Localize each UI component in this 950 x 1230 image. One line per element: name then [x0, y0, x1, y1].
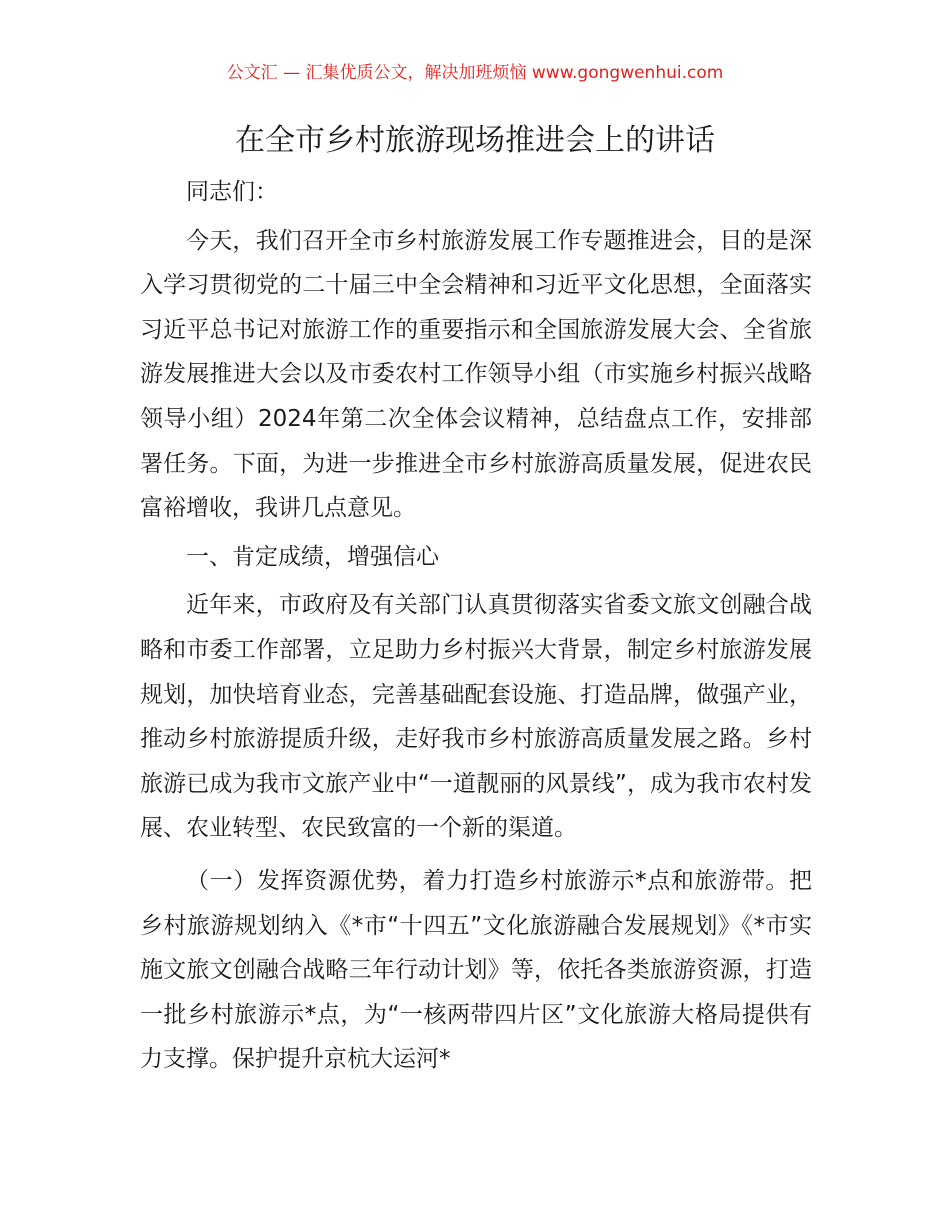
paragraph-intro: 今天，我们召开全市乡村旅游发展工作专题推进会，目的是深入学习贯彻党的二十届三中全会精神和习近平文化思想，全面落实习近平总书记对旅游工作的重要指示和全国旅游发展大会、全省旅游发展推进大会以及市委农村工作领导小组（市实施乡村振兴战略领导小组）2024年第二次全体会议精神，总结盘点工作，安排部署任务。下面，为进一步推进全市乡村旅游高质量发展，促进农民富裕增收，我讲几点意见。 — [140, 227, 812, 522]
page-title: 在全市乡村旅游现场推进会上的讲话 — [235, 123, 715, 158]
section-heading-1: 一、肯定成绩，增强信心 — [186, 543, 439, 570]
salutation: 同志们： — [186, 179, 278, 205]
document-body — [140, 170, 812, 1082]
paragraph-subsection-1: （一）发挥资源优势，着力打造乡村旅游示*点和旅游带。把乡村旅游规划纳入《*市“十四五”文化旅游融合发展规划》《*市实施文旅文创融合战略三年行动计划》等，依托各类旅游资源，打造一批乡村旅游示*点，为“一核两带四片区”文化旅游大格局提供有力支撑。保护提升京杭大运河* — [140, 867, 812, 1073]
paragraph-achievements: 近年来，市政府及有关部门认真贯彻落实省委文旅文创融合战略和市委工作部署，立足助力乡村振兴大背景，制定乡村旅游发展规划，加快培育业态，完善基础配套设施、打造品牌，做强产业，推动乡村旅游提质升级，走好我市乡村旅游高质量发展之路。乡村旅游已成为我市文旅产业中“一道靓丽的风景线”，成为我市农村发展、农业转型、农民致富的一个新的渠道。 — [140, 592, 812, 842]
watermark-header: 公文汇 — 汇集优质公文，解决加班烦恼 www.gongwenhui.com — [226, 63, 724, 83]
